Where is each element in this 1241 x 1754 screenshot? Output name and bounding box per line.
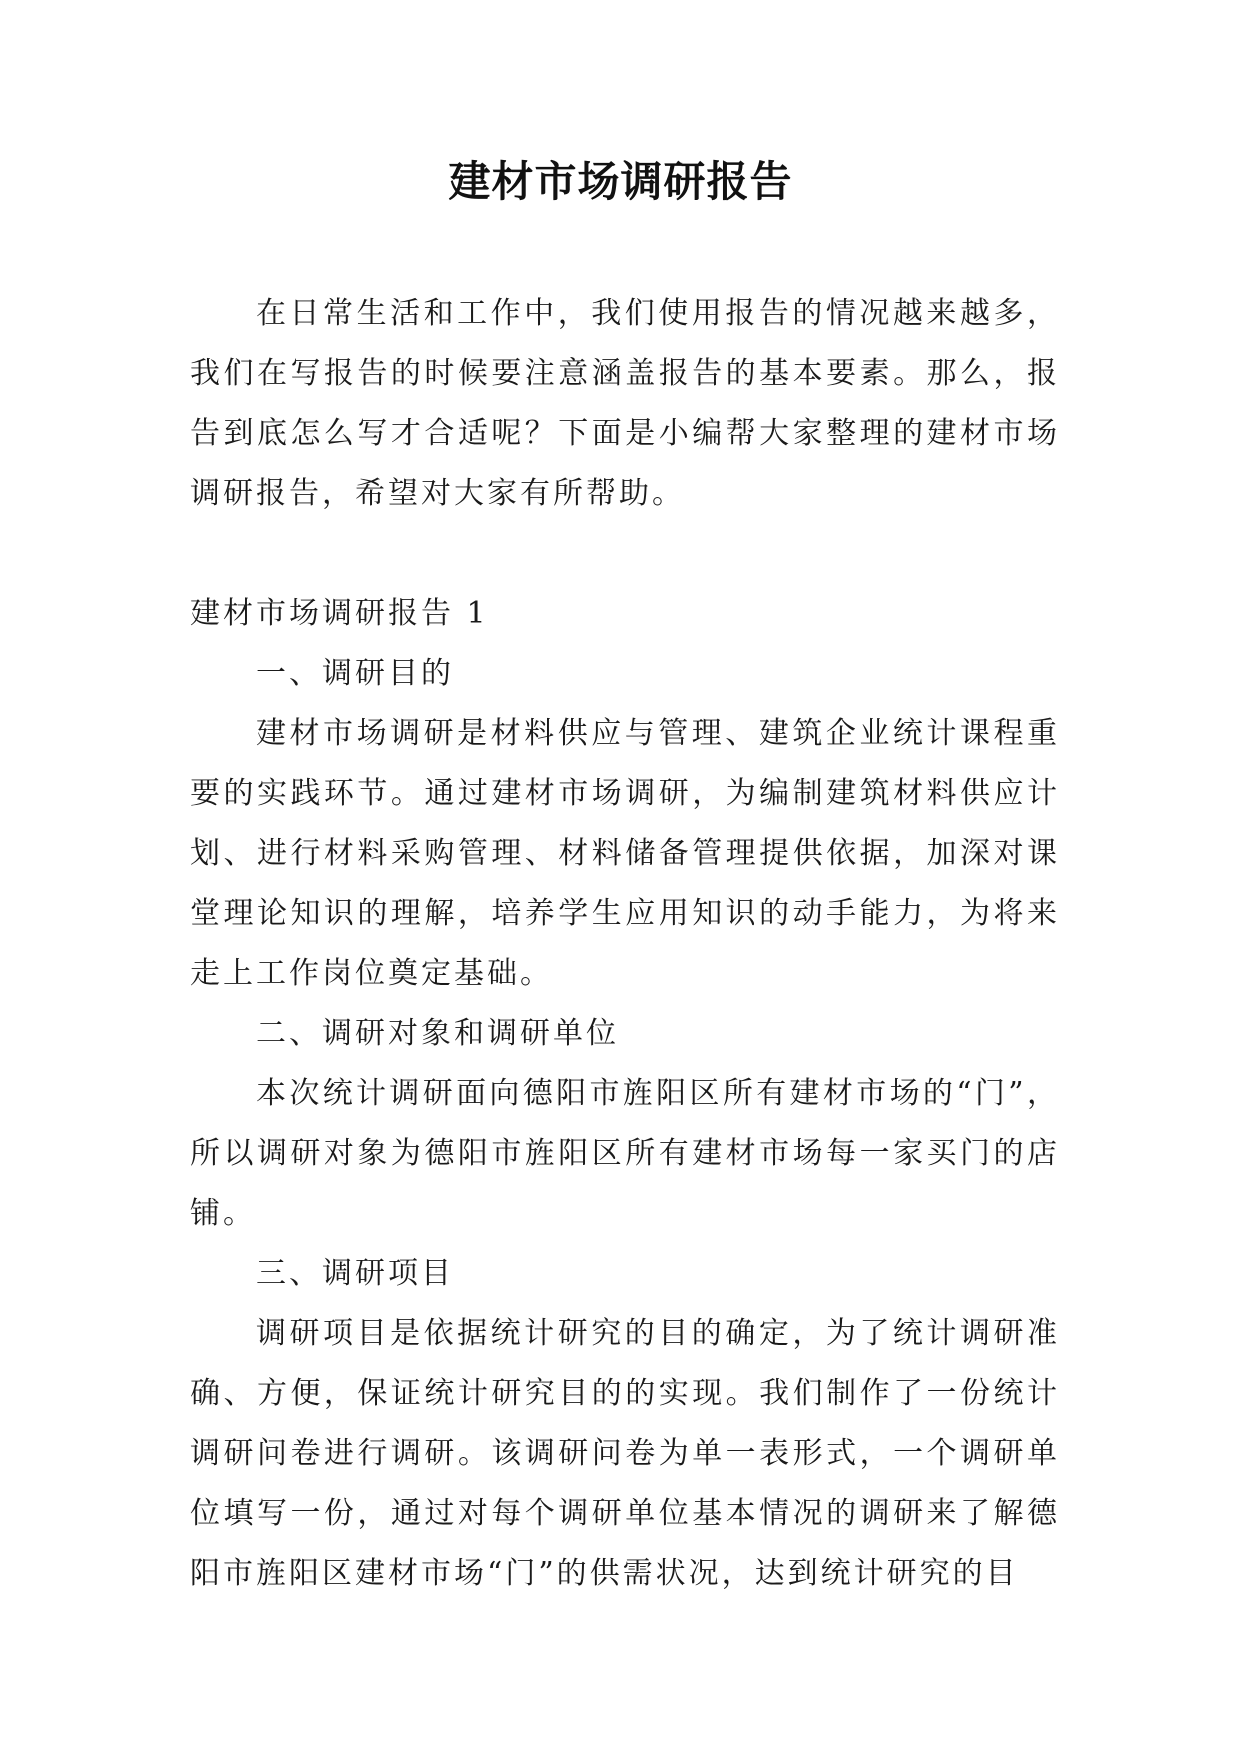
section-text-purpose: 建材市场调研是材料供应与管理、建筑企业统计课程重要的实践环节。通过建材市场调研，为编制建筑材料供应计划、进行材料采购管理、材料储备管理提供依据，加深对课堂理论知识的理解，培养学生应用知识的动手能力，为将来走上工作岗位奠定基础。 — [190, 716, 1060, 991]
section-heading-subjects: 二、调研对象和调研单位 — [256, 1016, 619, 1051]
document-title: 建材市场调研报告 — [448, 157, 793, 206]
section-heading-items: 三、调研项目 — [256, 1256, 454, 1291]
section-title: 建材市场调研报告 1 — [190, 596, 489, 631]
section-heading-purpose: 一、调研目的 — [256, 656, 454, 691]
paragraph-gap — [190, 524, 1060, 584]
document-body — [190, 284, 1060, 1604]
section-text-subjects: 本次统计调研面向德阳市旌阳区所有建材市场的“门”，所以调研对象为德阳市旌阳区所有建材市场每一家买门的店铺。 — [190, 1076, 1060, 1231]
intro-paragraph: 在日常生活和工作中，我们使用报告的情况越来越多，我们在写报告的时候要注意涵盖报告的基本要素。那么，报告到底怎么写才合适呢？下面是小编帮大家整理的建材市场调研报告，希望对大家有所帮助。 — [190, 296, 1060, 511]
section-text-items: 调研项目是依据统计研究的目的确定，为了统计调研准确、方便，保证统计研究目的的实现。我们制作了一份统计调研问卷进行调研。该调研问卷为单一表形式，一个调研单位填写一份，通过对每个调研单位基本情况的调研来了解德阳市旌阳区建材市场“门”的供需状况，达到统计研究的目 — [190, 1316, 1060, 1591]
